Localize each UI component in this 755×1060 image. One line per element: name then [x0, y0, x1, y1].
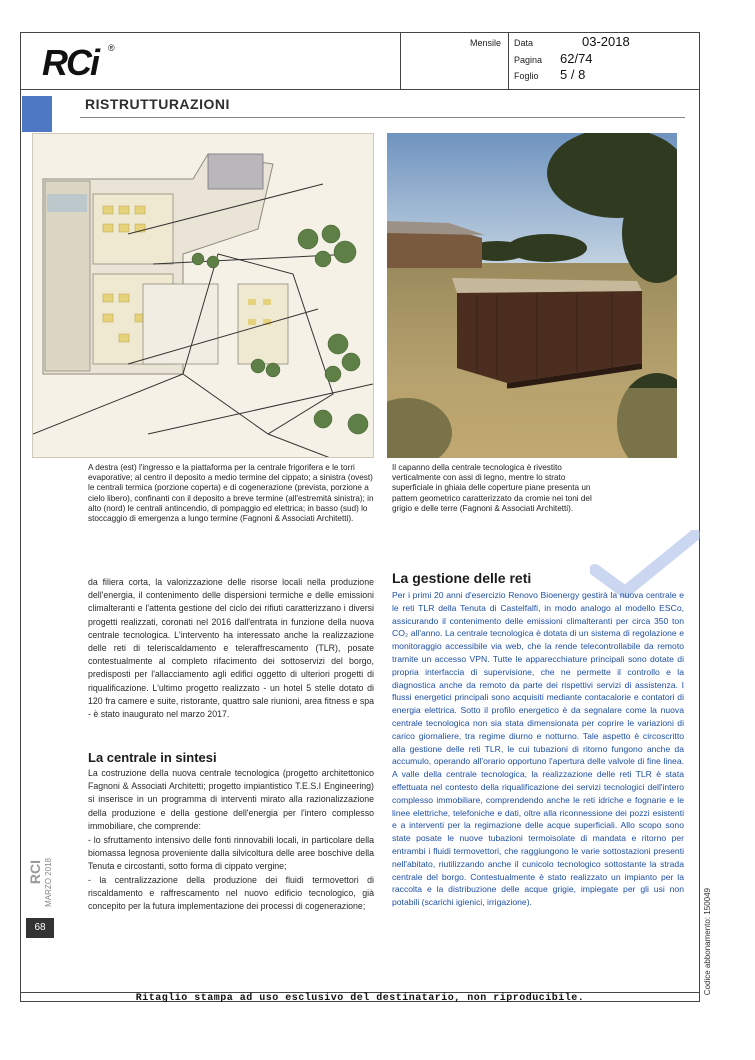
data-value: 03-2018: [582, 34, 630, 49]
plan-caption: A destra (est) l'ingresso e la piattaforma per la centrale frigorifera e le torri evaporative; al centro il deposito a medio termine del cippato; a sinistra (ovest) le centrali termica (porzione coperta) e di cogenerazione (prevista, porzione a cielo libero), confinanti con il deposito a breve termine (all'estremità sinistra); in alto (nord) le centrali antincendio, di pompaggio ed elettrica; in basso (sud) lo stoccaggio di emergenza a lungo termine (Fagnoni & Associati Architetti).: [88, 463, 374, 524]
right-body-paragraph: Per i primi 20 anni d'esercizio Renovo Bioenergy gestirà la nuova centrale e le reti TLR della Tenuta di Castelfalfi, in modo analogo al modello ESCo, assicurando il contenimento delle emissioni climalteranti per circa 350 ton CO₂ all'anno. La centrale tecnologica è dotata di un sistema di regolazione e monitoraggio accessibile via web, che la rende telecontrollabile da remoto tramite un accesso VPN. Tutte le apparecchiature principali sono dotate di propria interfaccia di supervisione, che ne permette il controllo e la diagnostica anche da remoto da parte dei rispettivi servizi di assistenza. I flussi energetici principali sono acquisiti mediante contacalorie e contatori di energia elettrica. Sotto il profilo energetico è da segnalare come la nuova centrale tecnologica non sia stata dimensionata per coprire le variazioni di carico giornaliere, tra regime diurno e notturno. Tale aspetto è circoscritto alla gestione delle reti TLR, le cui tubazioni di ritorno fungono anche da accumulo, operando all'orario opportuno l'apertura delle valvole di fine linea. A valle della centrale tecnologica, la realizzazione delle reti TLR è stata effettuata nel contesto della riqualificazione dei servizi tecnologici dell'intero complesso immobiliare, comprendendo anche le reti idriche e fognarie e le linee elettriche, telefoniche e dati, oltre alla riconnessione dei pozzi esistenti e a interventi per la regimazione delle acque superficiali. Allo scopo sono state posate le nuove tubazioni termoisolate di mandata e ritorno per entrambi i fluidi termovettori, che raggiungono le varie sottostazioni presenti nell'abitato, riutilizzando anche il cunicolo tecnologico sottostante la strada centrale del borgo. Contestualmente è stato realizzato un impianto per la raccolta e la distribuzione delle acque grigie, impiegate per gli usi non potabili (scarichi igienici, irrigazione).: [392, 590, 684, 908]
footer-notice: Ritaglio stampa ad uso esclusivo del destinatario, non riproducibile.: [135, 993, 585, 1004]
left-intro-paragraph: da filiera corta, la valorizzazione delle risorse locali nella produzione dell'energia, il contenimento delle dispersioni termiche e delle emissioni climalteranti e l'attenta gestione del ciclo dei rifiuti caratterizzano i diversi progetti realizzati, coronati nel 2016 dall'entrata in funzione della nuova centrale tecnologica. L'intervento ha interessato anche la realizzazione delle reti di teleriscaldamento e teleraffrescamento (TLR), posate contestualmente al completo rifacimento dei sottoservizi del borgo, predisposti per l'allacciamento agli edifici oggetto di ulteriori progetti di riqualificazione. L'ultimo progetto realizzato - un hotel 5 stelle dotato di 120 fra camere e suite, ristorante, quattro sale riunioni, area fitness e spa - è stato inaugurato nel marzo 2017.: [88, 577, 374, 720]
data-label: Data: [514, 38, 534, 48]
sidebar-date: MARZO 2018: [44, 858, 53, 907]
left-bullet-1: - lo sfruttamento intensivo delle fonti rinnovabili locali, in particolare della biomassa legnosa proveniente dalla silvicoltura delle aree boschive della Tenuta e circostanti, sotto forma di cippato vergine;: [88, 835, 374, 872]
section-color-block: [22, 96, 52, 132]
sidebar-magazine-name: RCI: [27, 860, 43, 885]
site-plan-svg: [33, 134, 374, 458]
site-plan-drawing: [32, 133, 374, 458]
publication-logo: RCi: [42, 42, 98, 83]
section-rule: [80, 117, 685, 118]
subscription-code: Codice abbonamento: 150049: [703, 888, 712, 996]
left-bullet-2: - la centralizzazione della produzione dei fluidi termovettori di riscaldamento e raffrescamento nel nuovo edificio tecnologico, già concepito per la futura implementazione dei processi di cogenerazione;: [88, 875, 374, 912]
foglio-label: Foglio: [514, 71, 539, 81]
building-photo-svg: [387, 133, 677, 458]
section-title: RISTRUTTURAZIONI: [85, 96, 230, 112]
frequency-label: Mensile: [470, 38, 502, 48]
heading-centrale-in-sintesi: La centrale in sintesi: [88, 750, 217, 765]
heading-gestione-delle-reti: La gestione delle reti: [392, 570, 532, 586]
photo-caption: Il capanno della centrale tecnologica è rivestito verticalmente con assi di legno, mentre lo strato superficiale in ghiaia delle coperture piane presenta un pattern geometrico caratterizzato da cromie nei toni del grigio e delle terre (Fagnoni & Associati Architetti).: [392, 463, 592, 513]
left-body-paragraph: La costruzione della nuova centrale tecnologica (progetto architettonico Fagnoni & Associati Architetti; progetto impiantistico T.E.S.I Engineering) si inserisce in un programma di interventi mirato alla razionalizzazione della produzione e della gestione dell'energia per l'intero complesso immobiliare, che comprende:: [88, 768, 374, 831]
logo-registered-mark: ®: [108, 43, 115, 53]
building-photo: [387, 133, 677, 458]
pagina-value: 62/74: [560, 51, 593, 66]
foglio-value: 5 / 8: [560, 67, 586, 82]
pagina-label: Pagina: [514, 55, 543, 65]
page-number: 68: [26, 918, 54, 938]
